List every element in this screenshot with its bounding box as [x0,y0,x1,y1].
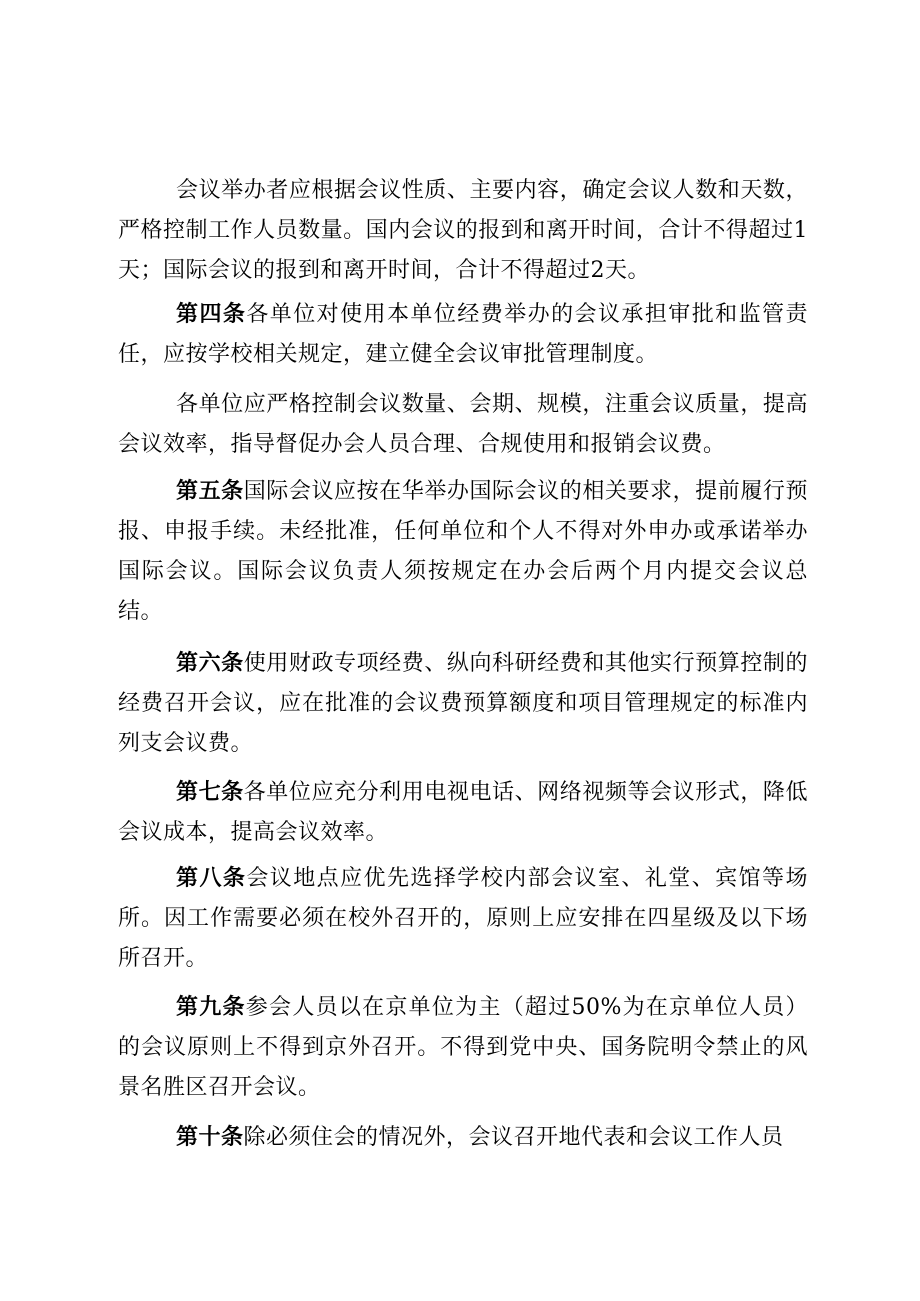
paragraph-article-5 [118,471,808,632]
article-number: 第六条 [176,650,244,676]
paragraph-article-7 [118,772,808,853]
paragraph-article-6 [118,643,808,764]
paragraph-article-9 [118,987,808,1108]
paragraph-text: 会议地点应优先选择学校内部会议室、礼堂、宾馆等场所。因工作需要必须在校外召开的，原则上应安排在四星级及以下场所召开。 [118,866,808,971]
paragraph-article-4 [118,294,808,375]
paragraph-text: 各单位应严格控制会议数量、会期、规模，注重会议质量，提高会议效率，指导督促办会人员合理、合规使用和报销会议费。 [118,392,808,457]
paragraph-meeting-control [118,384,808,465]
paragraph-text: 国际会议应按在华举办国际会议的相关要求，提前履行预报、申报手续。未经批准，任何单位和个人不得对外申办或承诺举办国际会议。国际会议负责人须按规定在办会后两个月内提交会议总结。 [118,479,808,624]
paragraph-article-8 [118,858,808,979]
article-number: 第八条 [176,865,247,891]
paragraph-text: 会议举办者应根据会议性质、主要内容，确定会议人数和天数，严格控制工作人员数量。国内会议的报到和离开时间，合计不得超过1天；国际会议的报到和离开时间，合计不得超过2天。 [118,178,808,283]
article-number: 第十条 [176,1124,244,1150]
paragraph-meeting-duration [118,170,808,291]
paragraph-text: 使用财政专项经费、纵向科研经费和其他实行预算控制的经费召开会议，应在批准的会议费预算额度和项目管理规定的标准内列支会议费。 [118,651,808,756]
article-number: 第九条 [176,994,246,1020]
paragraph-text: 各单位应充分利用电视电话、网络视频等会议形式，降低会议成本，提高会议效率。 [118,780,808,845]
article-number: 第四条 [176,301,247,327]
article-number: 第五条 [176,478,244,504]
article-number: 第七条 [176,779,244,805]
paragraph-text: 参会人员以在京单位为主（超过50%为在京单位人员）的会议原则上不得到京外召开。不得到党中央、国务院明令禁止的风景名胜区召开会议。 [118,995,808,1100]
paragraph-article-10 [118,1117,808,1158]
paragraph-text: 除必须住会的情况外，会议召开地代表和会议工作人员 [243,1125,784,1150]
paragraph-text: 各单位对使用本单位经费举办的会议承担审批和监管责任，应按学校相关规定，建立健全会议审批管理制度。 [118,302,808,367]
